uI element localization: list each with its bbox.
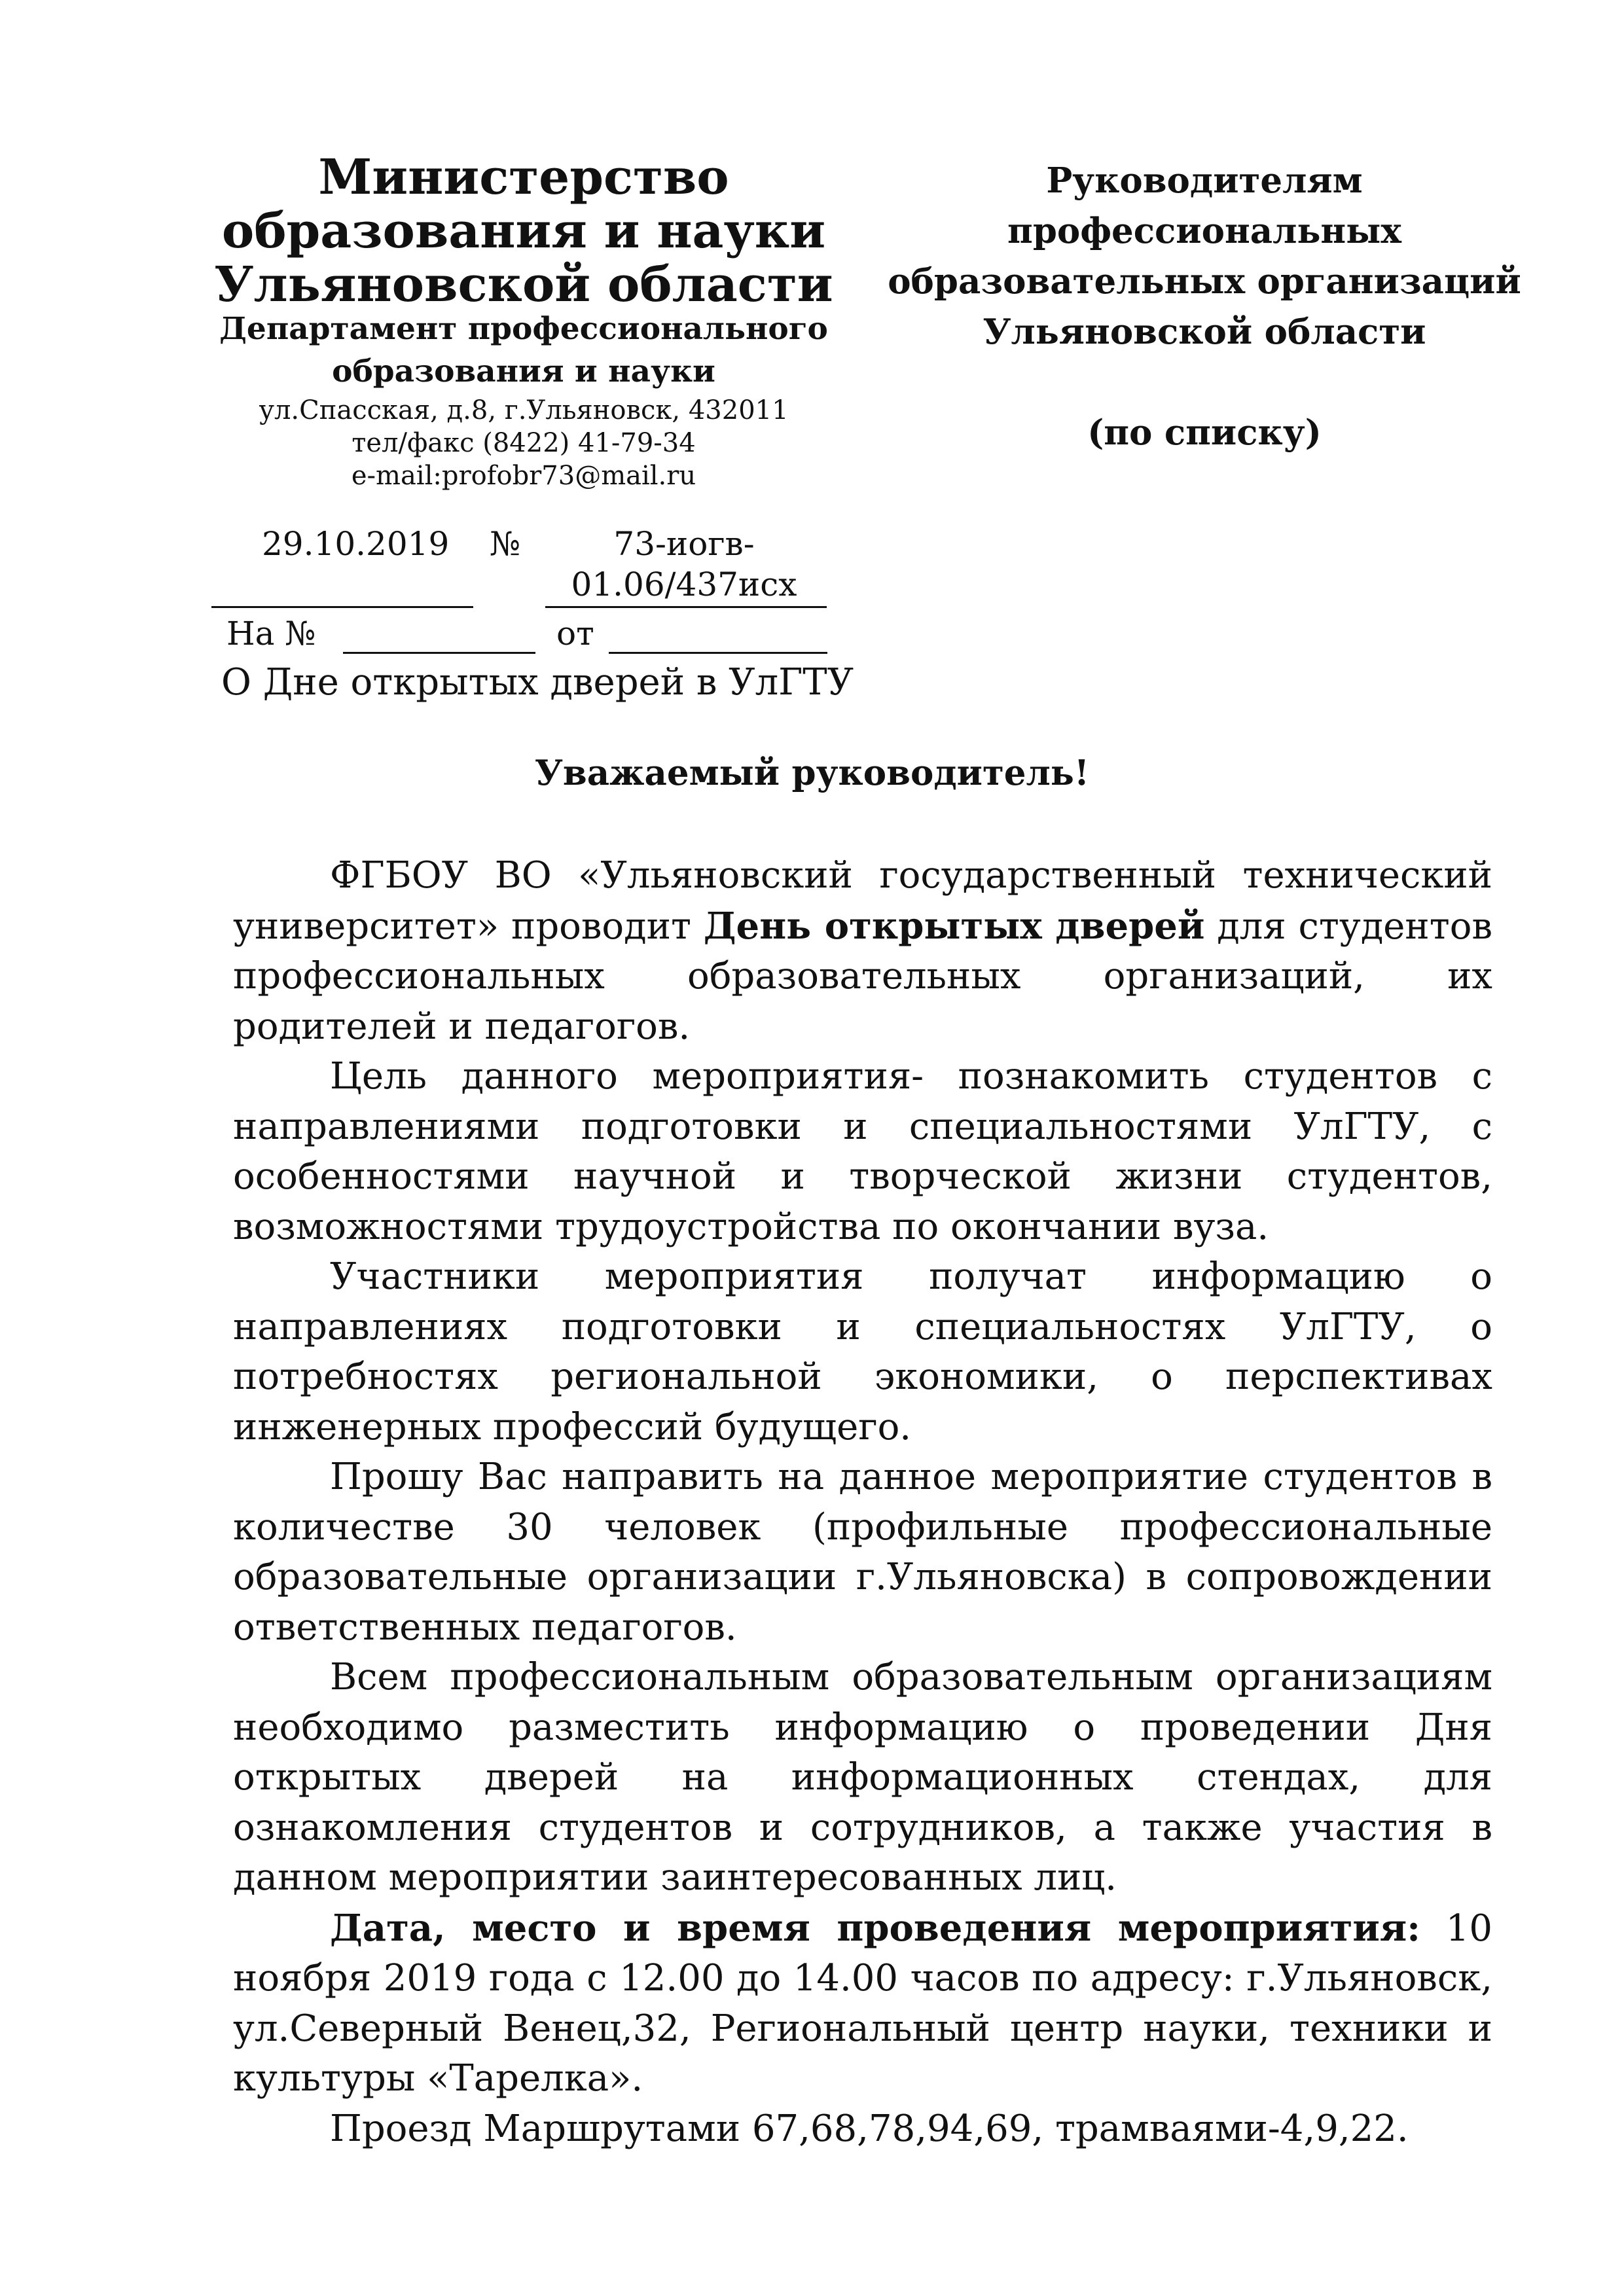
paragraph-text: 10 ноября 2019 года с 12.00 до 14.00 часов по адресу: г.Ульяновск, ул.Северный Венец,32, Региональный центр науки, техники и культуры «Тарелка».	[233, 1907, 1493, 2100]
reply-from-underline	[609, 652, 827, 654]
body-paragraph: Участники мероприятия получат информацию о направлениях подготовки и специальностях УлГТУ, о потребностях региональной экономики, о перспективах инженерных профессий будущего.	[233, 1255, 1492, 1448]
reply-from-label: от	[556, 615, 594, 653]
recipient-line: Ульяновской области	[983, 312, 1426, 352]
body-paragraph: Цель данного мероприятия- познакомить студентов с направлениями подготовки и специальностями УлГТУ, с особенностями научной и творческой жизни студентов, возможностями трудоустройства по окончании вуза.	[233, 1055, 1492, 1248]
department-name	[203, 308, 844, 393]
letter-number	[543, 524, 825, 605]
recipient-line: Руководителям	[1046, 160, 1363, 201]
ministry-name	[203, 151, 844, 312]
body-paragraph	[233, 1903, 1492, 2104]
letter-number-line: 01.06/437исх	[571, 565, 797, 603]
paragraph-text: ФГБОУ ВО «Ульяновский государственный технический университет» проводит	[233, 854, 1492, 948]
number-underline	[545, 606, 827, 608]
reply-number-label: На №	[226, 615, 316, 653]
body-paragraph: Проезд Маршрутами 67,68,78,94,69, трамваями-4,9,22.	[330, 2107, 1409, 2150]
letter-number-line: 73-иогв-	[613, 525, 755, 563]
date-underline	[211, 606, 473, 608]
recipient-block	[877, 156, 1532, 357]
body-paragraph	[233, 851, 1492, 1052]
letter-subject: О Дне открытых дверей в УлГТУ	[221, 661, 854, 704]
sender-contacts	[203, 394, 844, 492]
letter-body	[233, 851, 1492, 2154]
event-details-label: Дата, место и время проведения мероприятия:	[330, 1906, 1420, 1950]
paragraph-text: для студентов профессиональных образовательных организаций, их родителей и педагогов.	[233, 905, 1492, 1048]
department-name-line: образования и науки	[332, 353, 715, 389]
event-name-bold: День открытых дверей	[703, 904, 1205, 948]
reply-number-underline	[343, 652, 535, 654]
sender-email: e-mail:profobr73@mail.ru	[351, 461, 696, 491]
recipient-line: образовательных организаций	[888, 261, 1521, 302]
ministry-name-line: образования и науки	[221, 203, 826, 259]
greeting: Уважаемый руководитель!	[534, 753, 1090, 793]
body-paragraph: Всем профессиональным образовательным организациям необходимо разместить информацию о проведении Дня открытых дверей на информационных стендах, для ознакомления студентов и сотрудников, а также участия в данном мероприятии заинтересованных лиц.	[233, 1656, 1492, 1899]
recipient-line: профессиональных	[1007, 211, 1401, 251]
recipient-note: (по списку)	[1087, 412, 1322, 453]
ministry-name-line: Министерство	[318, 149, 729, 206]
sender-address: ул.Спасская, д.8, г.Ульяновск, 432011	[259, 395, 789, 425]
ministry-name-line: Ульяновской области	[214, 257, 833, 313]
number-sign: №	[490, 525, 521, 563]
body-paragraph: Прошу Вас направить на данное мероприятие студентов в количестве 30 человек (профильные профессиональные образовательные организации г.Ульяновска) в сопровождении ответственных педагогов.	[233, 1456, 1492, 1649]
letter-date: 29.10.2019	[262, 525, 450, 563]
sender-phone: тел/факс (8422) 41-79-34	[352, 428, 696, 458]
department-name-line: Департамент профессионального	[219, 311, 828, 347]
